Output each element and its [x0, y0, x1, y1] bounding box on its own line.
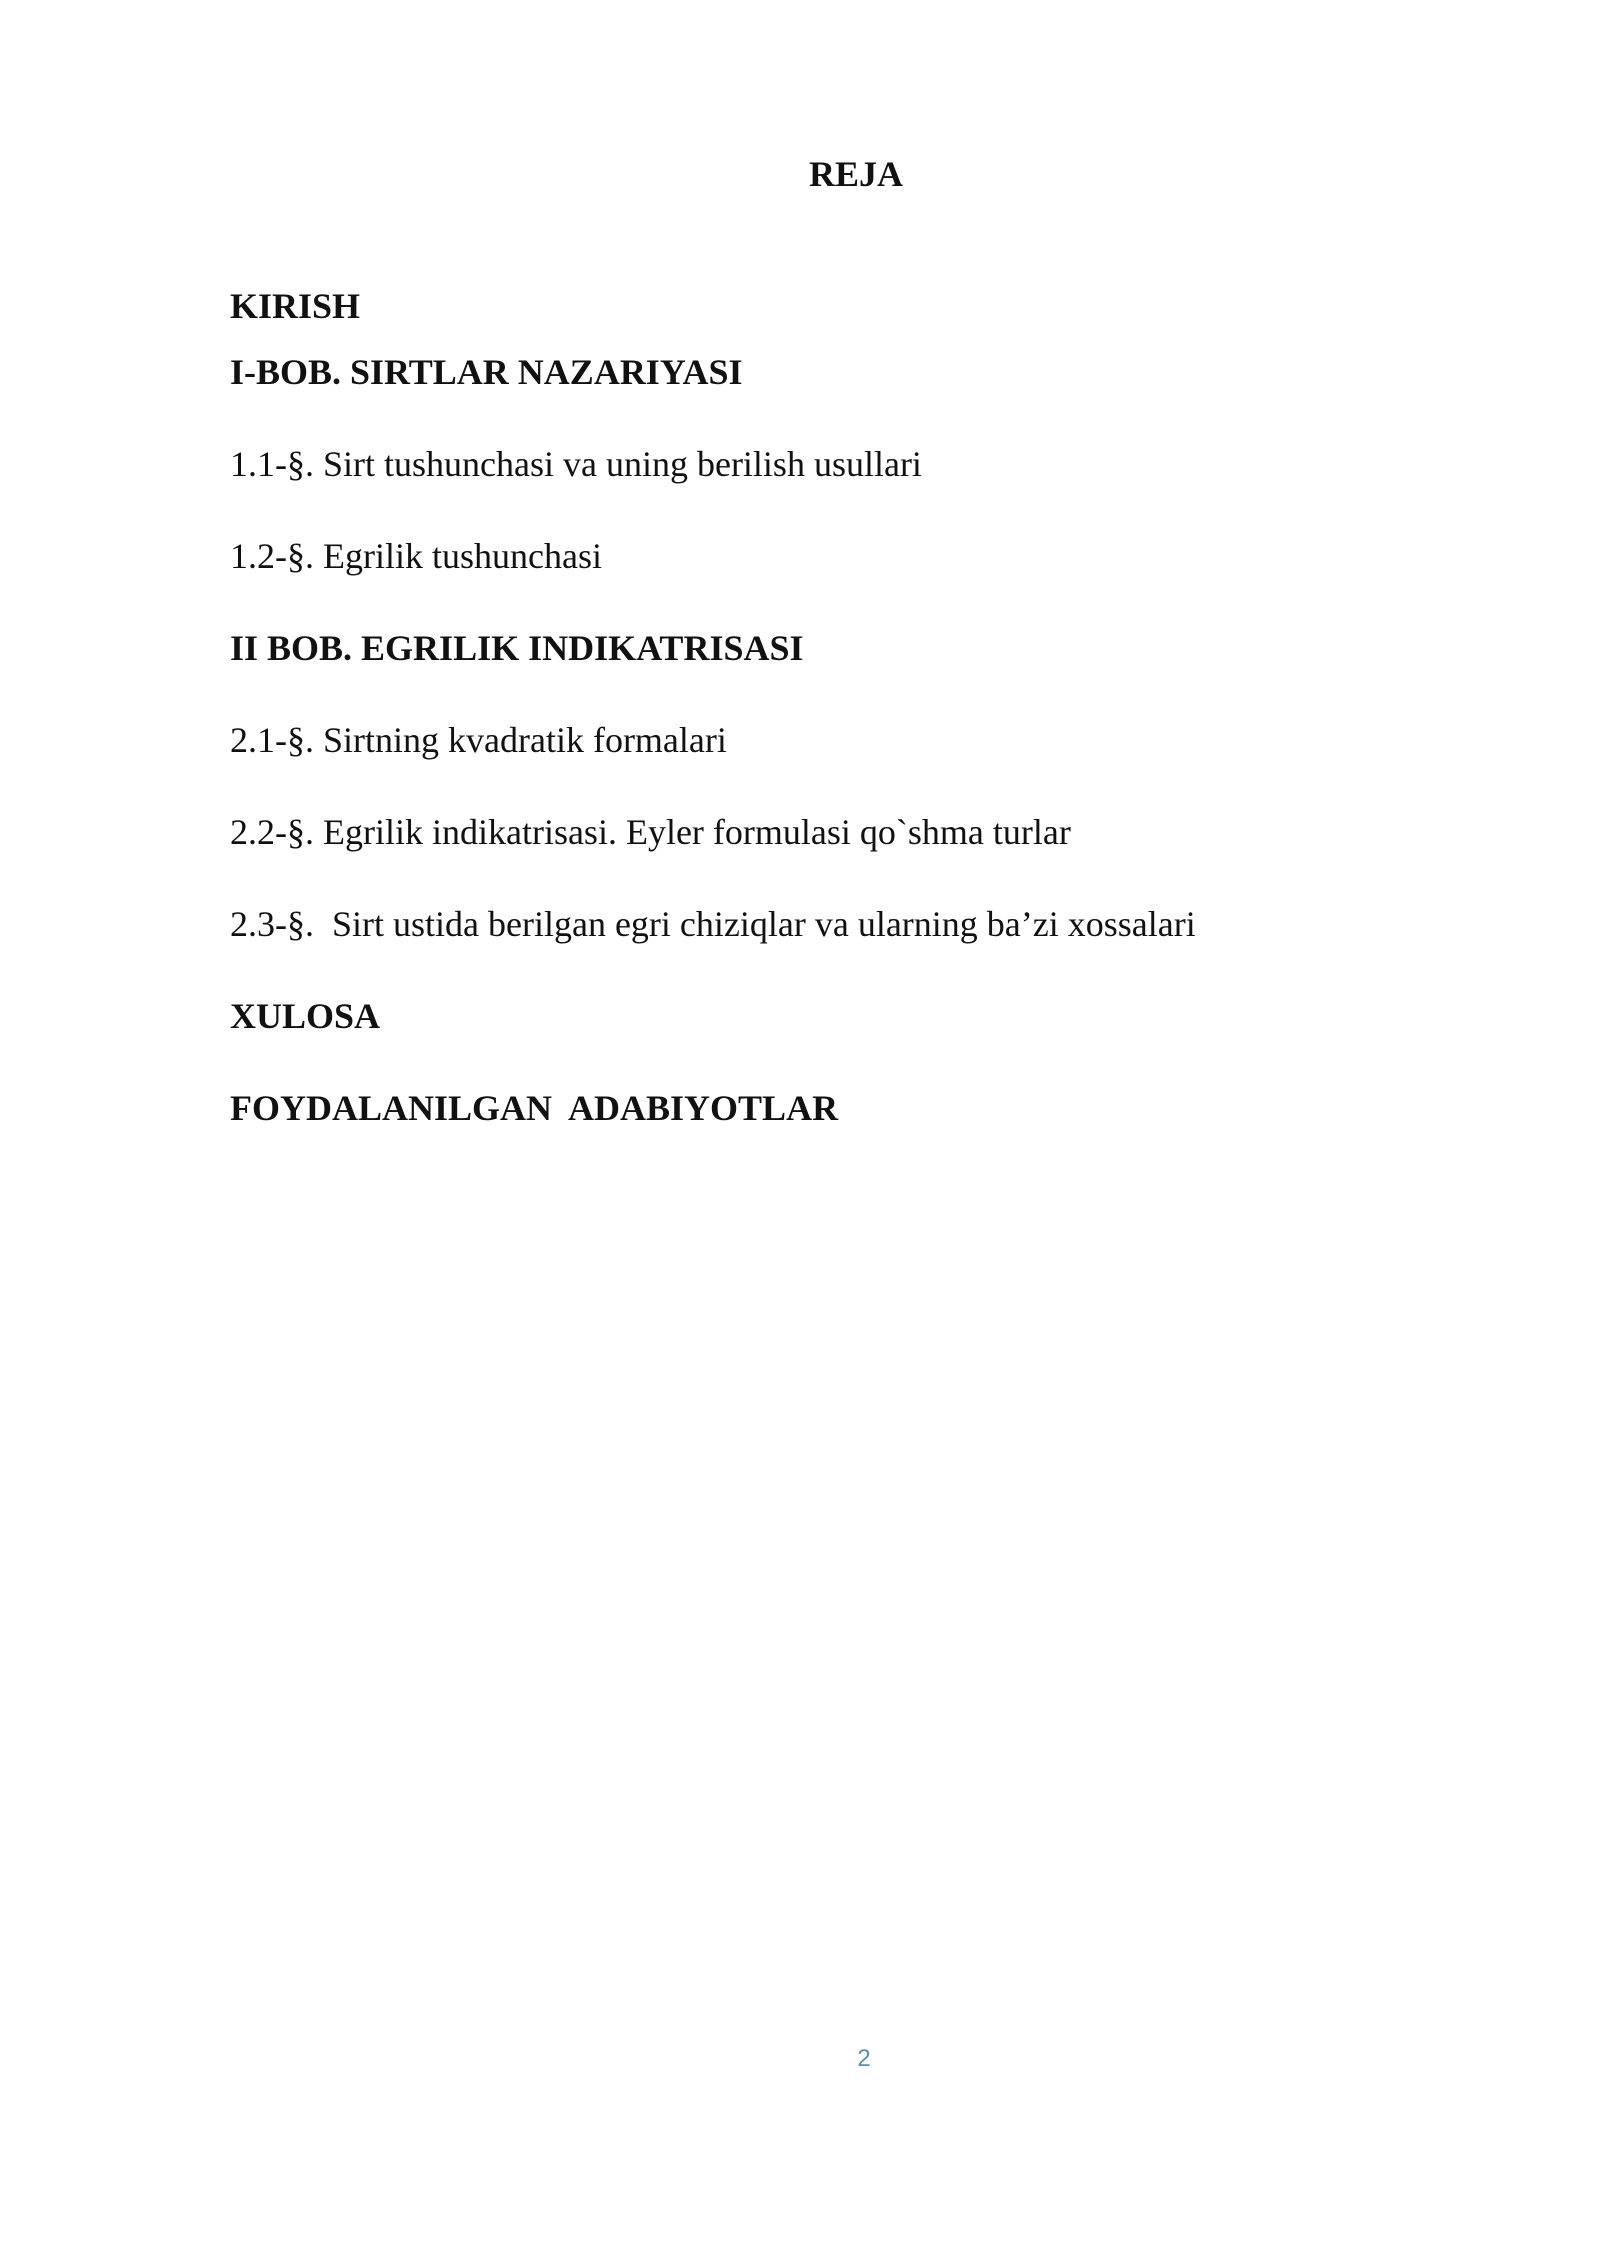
toc-item-kirish: KIRISH: [230, 286, 361, 326]
toc-section-2-3: 2.3-§. Sirt ustida berilgan egri chiziqlar va ularning ba’zi xossalari: [230, 904, 1196, 944]
toc-chapter-1: I-BOB. SIRTLAR NAZARIYASI: [230, 352, 743, 392]
toc-section-2-2: 2.2-§. Egrilik indikatrisasi. Eyler formulasi qo`shma turlar: [230, 812, 1071, 852]
toc-item-adabiyotlar: FOYDALANILGAN ADABIYOTLAR: [230, 1088, 839, 1128]
toc-section-2-1: 2.1-§. Sirtning kvadratik formalari: [230, 720, 727, 760]
toc-item-xulosa: XULOSA: [230, 996, 381, 1036]
page-title: REJA: [808, 154, 903, 194]
page-number: 2: [857, 2045, 871, 2072]
toc-section-1-2: 1.2-§. Egrilik tushunchasi: [230, 536, 602, 576]
toc-chapter-2: II BOB. EGRILIK INDIKATRISASI: [230, 628, 804, 668]
toc-section-1-1: 1.1-§. Sirt tushunchasi va uning berilish usullari: [230, 444, 922, 484]
